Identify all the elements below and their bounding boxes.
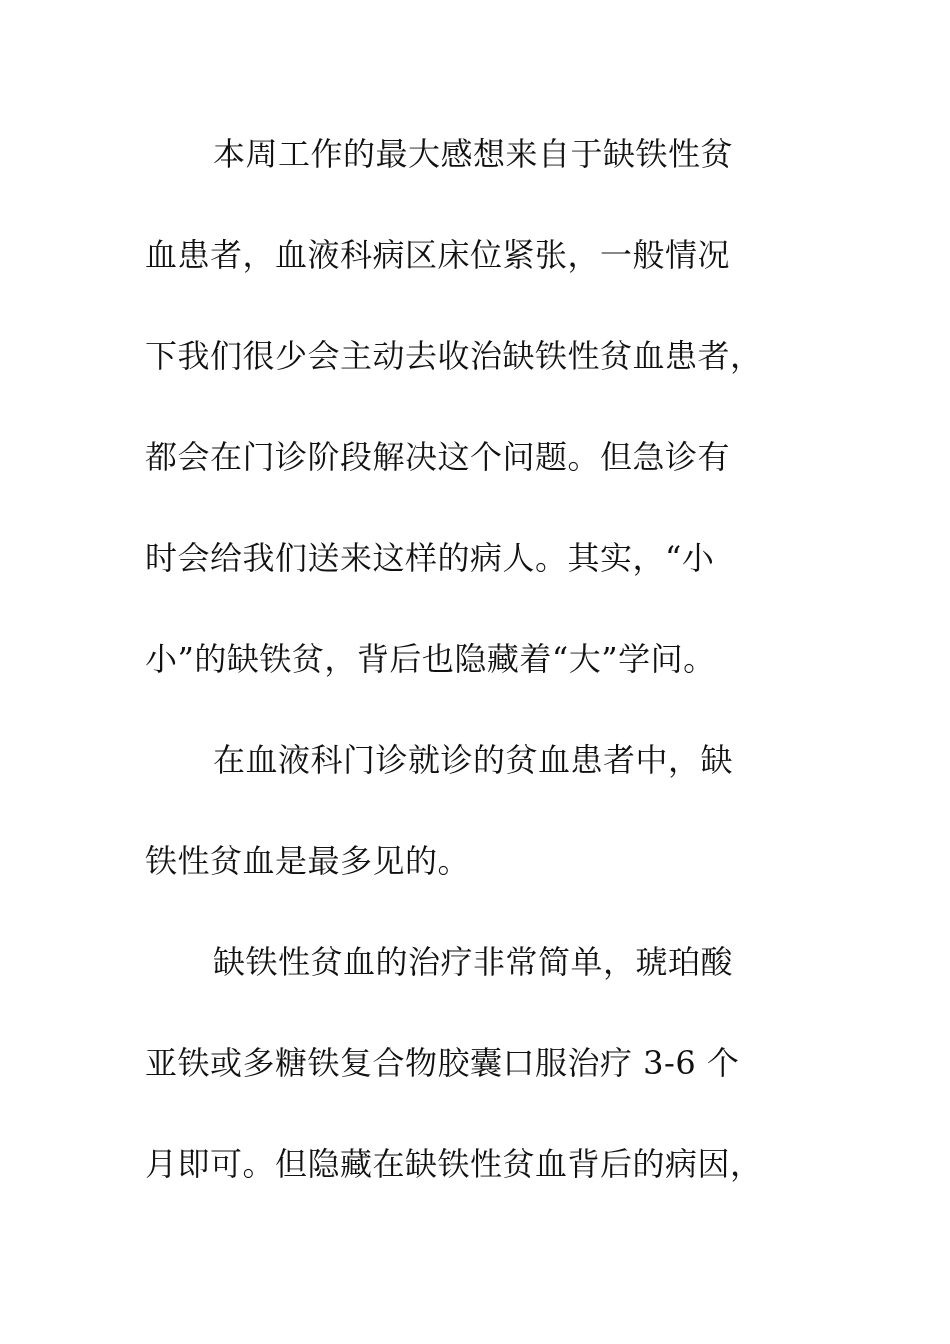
text-line: 下我们很少会主动去收治缺铁性贫血患者， [145, 337, 763, 375]
text-line: 缺铁性贫血的治疗非常简单，琥珀酸 [213, 943, 734, 981]
text-line: 小”的缺铁贫，背后也隐藏着“大”学问。 [145, 640, 716, 678]
text-line: 血患者，血液科病区床位紧张，一般情况 [145, 236, 731, 274]
document-body [145, 128, 785, 1239]
text-line: 月即可。但隐藏在缺铁性贫血背后的病因， [145, 1145, 763, 1183]
text-line: 铁性贫血是最多见的。 [145, 842, 471, 880]
text-line: 本周工作的最大感想来自于缺铁性贫 [213, 135, 734, 173]
text-line: 都会在门诊阶段解决这个问题。但急诊有 [145, 438, 731, 476]
text-line: 时会给我们送来这样的病人。其实，“小 [145, 539, 715, 577]
text-line: 在血液科门诊就诊的贫血患者中，缺 [213, 741, 734, 779]
text-line: 亚铁或多糖铁复合物胶囊口服治疗 3-6 个 [145, 1044, 740, 1082]
